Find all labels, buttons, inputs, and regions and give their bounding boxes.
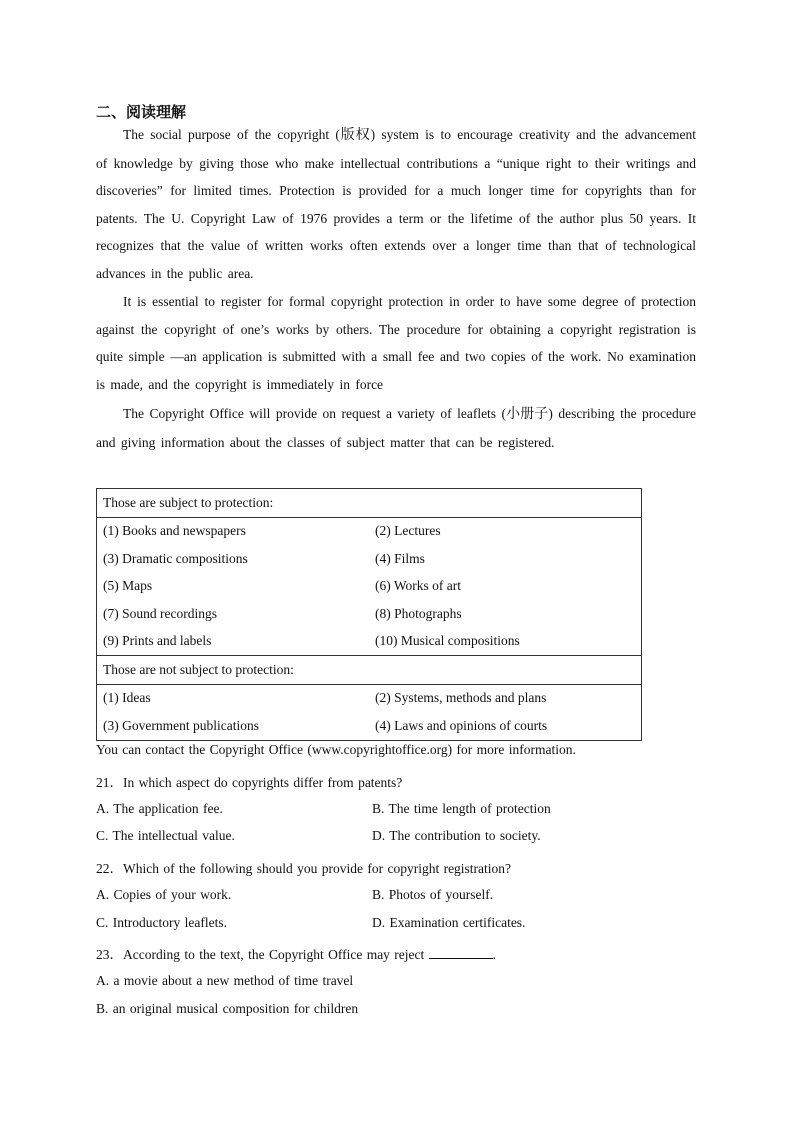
passage-paragraph-3 <box>96 400 696 456</box>
passage-text: ) system is to encourage creativity and the advancement of knowledge by giving those who make intellectual contributions a “unique right to their writings and discoveries” for limited times. Protection is provided for a much longer time for copyrights than for patents. The U. Copyright Law of 1976 provides a term or the lifetime of the author plus 50 years. It recognizes that the value of written works often extends over a longer time than that of technological advances in the public area. <box>96 127 696 281</box>
table-row <box>97 628 642 656</box>
table-row <box>97 517 642 545</box>
question-23-stem: 23．According to the text, the Copyright Office may reject <box>96 947 425 962</box>
table-cell: (2) Systems, methods and plans <box>369 684 642 712</box>
question-23-stem-end: . <box>492 947 497 962</box>
question-21-option-c[interactable]: C. The intellectual value. <box>96 828 235 843</box>
question-23 <box>96 943 496 963</box>
table-cell: (4) Laws and opinions of courts <box>369 712 642 740</box>
table-cell: (3) Government publications <box>97 712 370 740</box>
contact-line: You can contact the Copyright Office (www.copyrightoffice.org) for more information. <box>96 742 576 757</box>
table-row <box>97 573 642 601</box>
table-row <box>97 545 642 573</box>
table-cell: (4) Films <box>369 545 642 573</box>
table-cell: (1) Books and newspapers <box>97 517 370 545</box>
not-protected-header: Those are not subject to protection: <box>97 656 642 685</box>
question-22-option-b[interactable]: B. Photos of yourself. <box>372 887 494 902</box>
table-cell: (2) Lectures <box>369 517 642 545</box>
chinese-gloss: 小册子 <box>506 406 549 422</box>
question-21-option-d[interactable]: D. The contribution to society. <box>372 828 541 843</box>
table-cell: (6) Works of art <box>369 573 642 601</box>
table-row <box>97 712 642 740</box>
protection-table <box>96 488 642 741</box>
table-cell: (1) Ideas <box>97 684 370 712</box>
question-22-option-d[interactable]: D. Examination certificates. <box>372 915 526 930</box>
table-row <box>97 684 642 712</box>
question-21: 21．In which aspect do copyrights differ from patents? <box>96 775 403 790</box>
table-cell: (9) Prints and labels <box>97 628 370 656</box>
table-row <box>97 600 642 628</box>
table-cell: (7) Sound recordings <box>97 600 370 628</box>
protected-header: Those are subject to protection: <box>97 489 642 518</box>
question-23-option-b[interactable]: B. an original musical composition for children <box>96 1001 359 1016</box>
passage-paragraph-2 <box>96 288 696 398</box>
table-cell: (5) Maps <box>97 573 370 601</box>
passage-paragraph-1 <box>96 121 696 287</box>
passage-text: ) describing the procedure and giving information about the classes of subject matter that can be registered. <box>96 406 696 450</box>
table-header-row <box>97 656 642 685</box>
question-22: 22．Which of the following should you provide for copyright registration? <box>96 861 512 876</box>
table-cell: (8) Photographs <box>369 600 642 628</box>
table-header-row <box>97 489 642 518</box>
question-22-option-c[interactable]: C. Introductory leaflets. <box>96 915 227 930</box>
question-22-option-a[interactable]: A. Copies of your work. <box>96 887 232 902</box>
table-cell: (3) Dramatic compositions <box>97 545 370 573</box>
chinese-gloss: 版权 <box>339 127 371 143</box>
question-23-option-a[interactable]: A. a movie about a new method of time travel <box>96 973 354 988</box>
passage-text: It is essential to register for formal copyright protection in order to have some degree of protection against the copyright of one’s works by others. The procedure for obtaining a copyright registration is quite simple —an application is submitted with a small fee and two copies of the work. No examination is made, and the copyright is immediately in force <box>96 294 696 392</box>
question-21-option-b[interactable]: B. The time length of protection <box>372 801 551 816</box>
passage-text: The Copyright Office will provide on request a variety of leaflets ( <box>123 406 507 421</box>
answer-blank[interactable] <box>429 946 493 959</box>
section-title: 二、阅读理解 <box>96 103 187 121</box>
passage-text: The social purpose of the copyright ( <box>123 127 340 142</box>
question-21-option-a[interactable]: A. The application fee. <box>96 801 223 816</box>
table-cell: (10) Musical compositions <box>369 628 642 656</box>
